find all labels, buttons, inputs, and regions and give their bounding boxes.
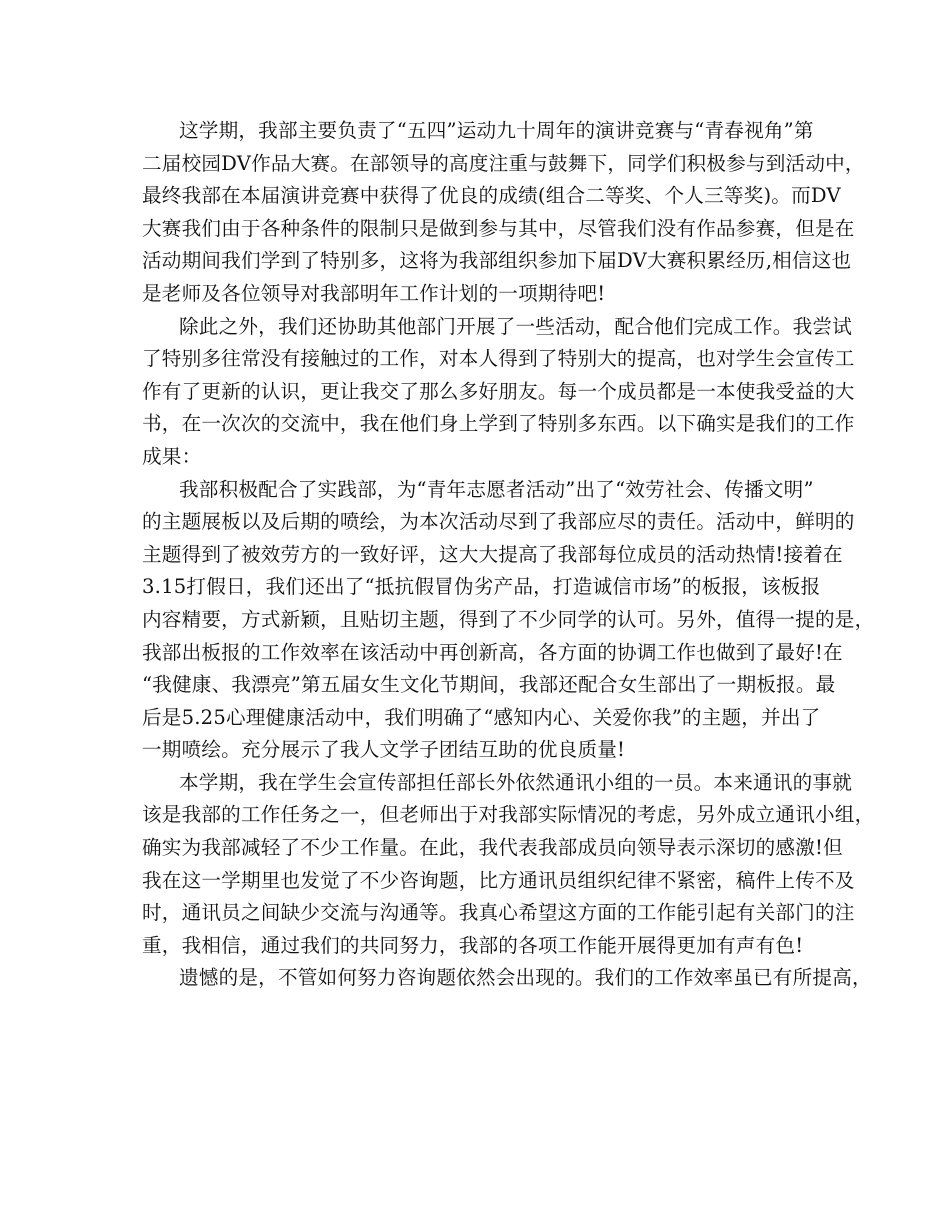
text-line: 最终我部在本届演讲竞赛中获得了优良的成绩(组合二等奖、个人三等奖)。而DV: [142, 184, 841, 208]
text-line: 大赛我们由于各种条件的限制只是做到参与其中，尽管我们没有作品参赛，但是在: [142, 216, 855, 240]
paragraph-first-line: 这学期，我部主要负责了“五四”运动九十周年的演讲竞赛与“青春视角”第: [179, 119, 814, 142]
paragraph-first-line: 遗憾的是，不管如何努力咨询题依然会出现的。我们的工作效率虽已有所提高，: [179, 966, 872, 990]
text-line: 一期喷绘。充分展示了我人文学子团结互助的优良质量!: [142, 738, 626, 762]
text-line: 时，通讯员之间缺少交流与沟通等。我真心希望这方面的工作能引起有关部门的注: [142, 901, 855, 925]
text-line: “我健康、我漂亮”第五届女生文化节期间，我部还配合女生部出了一期板报。最: [142, 673, 836, 697]
text-line: 3.15打假日，我们还出了“抵抗假冒伪劣产品，打造诚信市场”的板报，该板报: [142, 575, 821, 599]
text-line: 成果：: [142, 444, 202, 468]
text-line: 是老师及各位领导对我部明年工作计划的一项期待吧!: [142, 281, 606, 305]
text-line: 作有了更新的认识，更让我交了那么多好朋友。每一个成员都是一本使我受益的大: [142, 379, 855, 403]
text-line: 的主题展板以及后期的喷绘，为本次活动尽到了我部应尽的责任。活动中，鲜明的: [142, 510, 855, 534]
text-line: 活动期间我们学到了特别多，这将为我部组织参加下届DV大赛积累经历,相信这也: [142, 249, 852, 273]
document-body: [142, 115, 875, 995]
text-line: 该是我部的工作任务之一，但老师出于对我部实际情况的考虑，另外成立通讯小组，: [142, 803, 875, 827]
text-line: 书，在一次次的交流中，我在他们身上学到了特别多东西。以下确实是我们的工作: [142, 412, 855, 436]
text-line: 重，我相信，通过我们的共同努力，我部的各项工作能开展得更加有声有色!: [142, 933, 804, 957]
text-line: 主题得到了被效劳方的一致好评，这大大提高了我部每位成员的活动热情!接着在: [142, 542, 843, 566]
paragraph-first-line: 我部积极配合了实践部，为“青年志愿者活动”出了“效劳社会、传播文明”: [179, 477, 814, 501]
paragraph-first-line: 本学期，我在学生会宣传部担任部长外依然通讯小组的一员。本来通讯的事就: [179, 770, 852, 794]
text-line: 了特别多往常没有接触过的工作，对本人得到了特别大的提高，也对学生会宣传工: [142, 347, 855, 371]
text-line: 我在这一学期里也发觉了不少咨询题，比方通讯员组织纪律不紧密，稿件上传不及: [142, 868, 855, 892]
text-line: 我部出板报的工作效率在该活动中再创新高，各方面的协调工作也做到了最好!在: [142, 640, 843, 664]
text-line: 确实为我部减轻了不少工作量。在此，我代表我部成员向领导表示深切的感激!但: [142, 836, 843, 860]
text-line: 二届校园DV作品大赛。在部领导的高度注重与鼓舞下，同学们积极参与到活动中，: [142, 151, 865, 175]
paragraph-first-line: 除此之外，我们还协助其他部门开展了一些活动，配合他们完成工作。我尝试: [179, 314, 852, 338]
text-line: 内容精要，方式新颖，且贴切主题，得到了不少同学的认可。另外，值得一提的是，: [142, 607, 875, 631]
text-line: 后是5.25心理健康活动中，我们明确了“感知内心、关爱你我”的主题，并出了: [142, 705, 821, 729]
